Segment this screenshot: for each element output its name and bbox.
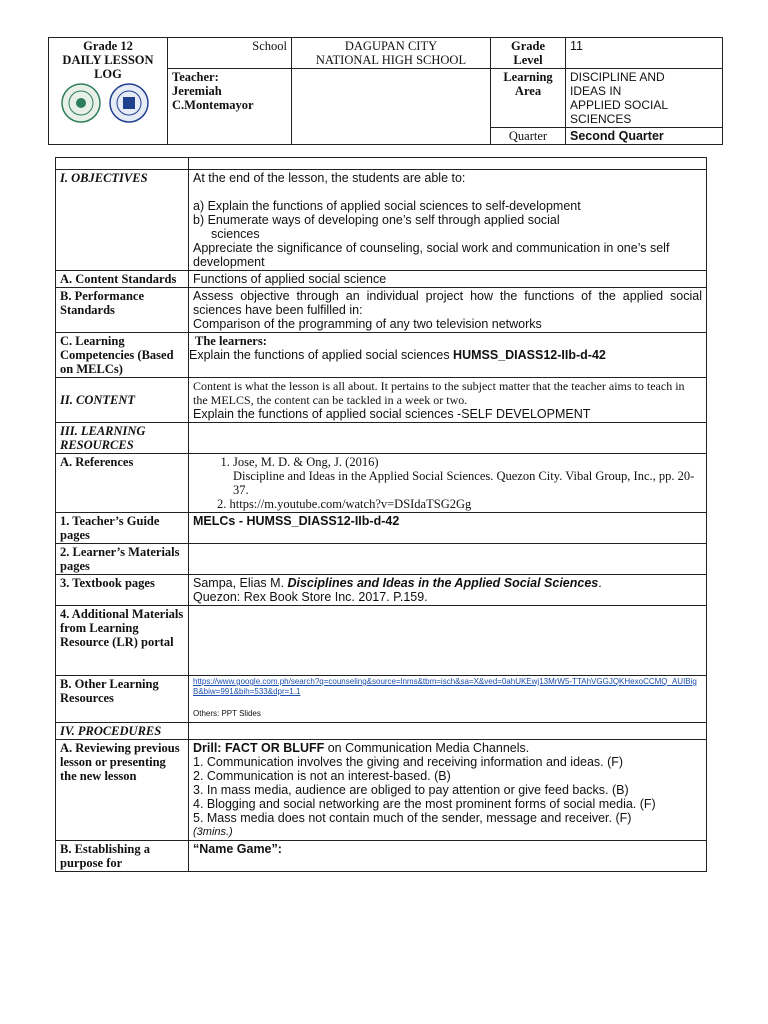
competencies-label: C. Learning Competencies (Based on MELCs) [56, 333, 189, 378]
reviewing-row [56, 740, 707, 841]
other-resources-link[interactable]: https://www.google.com.ph/search?q=counseling&source=lnms&tbm=isch&sa=X&ved=0ahUKEwj13MrW5-TTAhVGGJQKHexoCCMQ_AUIBigB&biw=991&bih=533&dpr=1.1 [193, 677, 697, 696]
reviewing-value: Drill: FACT OR BLUFF on Communication Media Channels. 1. Communication involves the giving and receiving information and ideas. (F) 2. Communication is not an interest-based. (B) 3. In mass media, audience are obliged to pay attention or give feed backs. (B) 4. Blogging and social networking are the most prominent forms of social media. (F) 5. Mass media does not contain much of the sender, message and receiver. (F) (3mins.) [189, 740, 707, 841]
procedures-label: IV. PROCEDURES [56, 723, 189, 740]
title-cell [49, 38, 168, 145]
grade-level-label: Grade Level [491, 38, 566, 69]
competencies-value: The learners: Explain the functions of applied social sciences HUMSS_DIASS12-IIb-d-42 [189, 333, 707, 378]
deped-seal-icon [109, 83, 149, 123]
other-resources-value: https://www.google.com.ph/search?q=counseling&source=lnms&tbm=isch&sa=X&ved=0ahUKEwj13MrW5-TTAhVGGJQKHexoCCMQ_AUIBigB&biw=991&bih=533&dpr=1.1 Others: PPT Slides [189, 676, 707, 723]
other-resources-row [56, 676, 707, 723]
content-value: Content is what the lesson is all about. It pertains to the subject matter that the teacher aims to teach in the MELCS, the content can be tackled in a week or two. Explain the functions of applied social sciences -SELF DEVELOPMENT [189, 378, 707, 423]
blank-top-left [56, 158, 189, 170]
school-value: DAGUPAN CITY NATIONAL HIGH SCHOOL [292, 38, 491, 69]
learning-area-value: DISCIPLINE AND IDEAS IN APPLIED SOCIAL SCIENCES [566, 69, 723, 128]
learning-area-label: Learning Area [491, 69, 566, 128]
logos [53, 81, 163, 127]
content-standards-value: Functions of applied social science [189, 271, 707, 288]
teachers-guide-value: MELCs - HUMSS_DIASS12-IIb-d-42 [189, 513, 707, 544]
resources-row [56, 423, 707, 454]
procedures-row [56, 723, 707, 740]
purpose-row [56, 841, 707, 872]
performance-standards-row [56, 288, 707, 333]
header-table [48, 37, 723, 145]
title-line-3: LOG [94, 67, 122, 81]
lesson-table [55, 157, 707, 872]
content-label: II. CONTENT [56, 378, 189, 423]
title-line-1: Grade 12 [83, 39, 133, 53]
learners-materials-label: 2. Learner’s Materials pages [56, 544, 189, 575]
references-row [56, 454, 707, 513]
learners-materials-value [189, 544, 707, 575]
quarter-label: Quarter [491, 128, 566, 145]
performance-standards-label: B. Performance Standards [56, 288, 189, 333]
school-seal-icon [61, 83, 101, 123]
teachers-guide-row [56, 513, 707, 544]
competencies-row [56, 333, 707, 378]
teachers-guide-label: 1. Teacher’s Guide pages [56, 513, 189, 544]
learners-materials-row [56, 544, 707, 575]
content-row [56, 378, 707, 423]
school-label: School [168, 38, 292, 69]
objectives-value: At the end of the lesson, the students are able to: a) Explain the functions of applied social sciences to self-development b) Enumerate ways of developing one’s self through applied social sciences Appreciate the significance of counseling, social work and communication in one’s self development [189, 170, 707, 271]
teacher-cell: Teacher: Jeremiah C.Montemayor [168, 69, 292, 145]
content-standards-label: A. Content Standards [56, 271, 189, 288]
resources-value [189, 423, 707, 454]
resources-label: III. LEARNING RESOURCES [56, 423, 189, 454]
objectives-label: I. OBJECTIVES [56, 170, 189, 271]
quarter-value: Second Quarter [566, 128, 723, 145]
textbook-row [56, 575, 707, 606]
references-value: 1. Jose, M. D. & Ong, J. (2016) Discipline and Ideas in the Applied Social Sciences. Quezon City. Vibal Group, Inc., pp. 20-37. 2. https://m.youtube.com/watch?v=DSIdaTSG2Gg [189, 454, 707, 513]
additional-row [56, 606, 707, 676]
additional-label: 4. Additional Materials from Learning Resource (LR) portal [56, 606, 189, 676]
procedures-value [189, 723, 707, 740]
other-resources-label: B. Other Learning Resources [56, 676, 189, 723]
reviewing-label: A. Reviewing previous lesson or presenting the new lesson [56, 740, 189, 841]
content-standards-row [56, 271, 707, 288]
references-label: A. References [56, 454, 189, 513]
purpose-label: B. Establishing a purpose for [56, 841, 189, 872]
title-line-2: DAILY LESSON [62, 53, 154, 67]
objectives-row [56, 170, 707, 271]
textbook-label: 3. Textbook pages [56, 575, 189, 606]
grade-level-value: 11 [566, 38, 723, 69]
performance-standards-value: Assess objective through an individual project how the functions of the applied social sciences have been fulfilled in: Comparison of the programming of any two television networks [189, 288, 707, 333]
teacher-blank [292, 69, 491, 145]
purpose-value: “Name Game”: [189, 841, 707, 872]
blank-top-right [189, 158, 707, 170]
textbook-value: Sampa, Elias M. Disciplines and Ideas in the Applied Social Sciences. Quezon: Rex Book Store Inc. 2017. P.159. [189, 575, 707, 606]
additional-value [189, 606, 707, 676]
